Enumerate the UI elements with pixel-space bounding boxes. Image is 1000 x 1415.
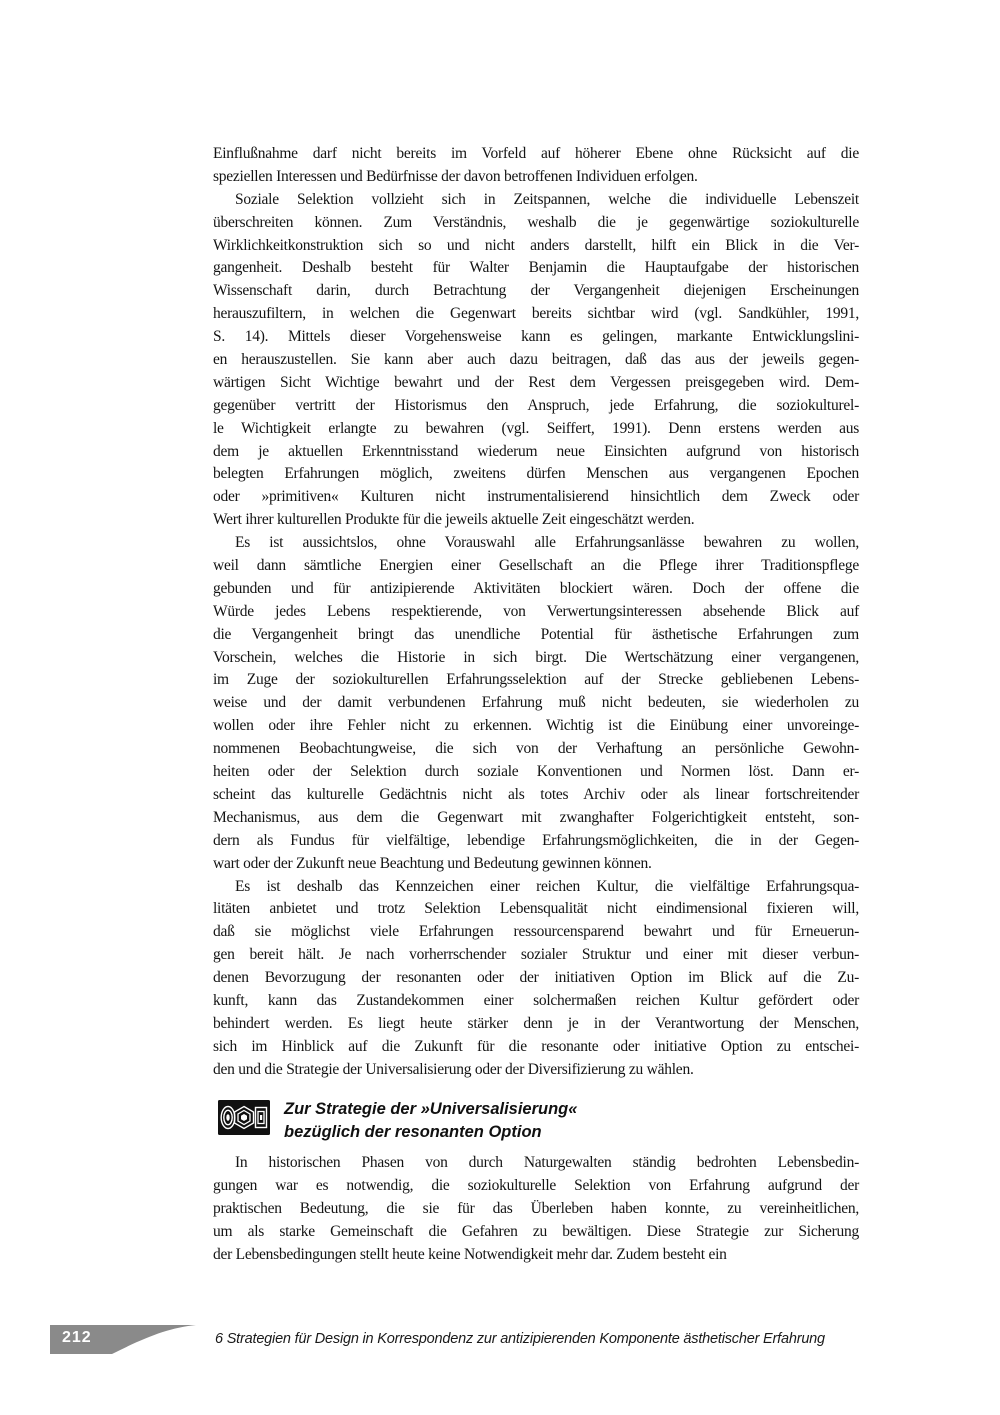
text-line: gen bereit hält. Je nach vorherrschender sozialer Struktur und einer mit dieser verbun- [213,946,859,964]
text-line: gangenheit. Deshalb besteht für Walter Benjamin die Hauptaufgabe der historischen [213,259,859,277]
body-text-after-heading [213,1152,859,1266]
text-line: der Lebensbedingungen stellt heute keine Notwendigkeit mehr dar. Zudem besteht ein [213,1245,727,1263]
text-line: Wert ihrer kulturellen Produkte für die jeweils aktuelle Zeit eingeschätzt werden. [213,511,695,529]
text-line: Mechanismus, aus dem die Gegenwart mit zwanghafter Folgerichtigkeit entsteht, son- [213,808,859,826]
section-heading-line1: Zur Strategie der »Universalisierung« [284,1100,578,1118]
text-line: heiten oder der Selektion durch soziale Konventionen und Normen löst. Dann er- [213,763,859,781]
text-line: wart oder der Zukunft neue Beachtung und Bedeutung gewinnen können. [213,854,652,872]
text-line: wärtigen Sicht Wichtige bewahrt und der Rest dem Vergessen preisgegeben wird. Dem- [213,373,859,391]
text-line: speziellen Interessen und Bedürfnisse der davon betroffenen Individuen erfolgen. [213,167,698,185]
text-line: le Wichtigkeit erlangte zu bewahren (vgl. Seiffert, 1991). Denn erstens werden aus [213,419,859,437]
paragraph [213,532,859,875]
text-line: im Zuge der soziokulturellen Erfahrungsselektion auf der Strecke gebliebenen Lebens- [213,671,859,689]
section-heading [218,1098,864,1144]
text-line: denen Bevorzugung der resonanten oder der initiativen Option im Blick auf die Zu- [213,969,859,987]
text-line: wollen oder ihre Fehler nicht zu erkennen. Wichtig ist die Einübung einer unvoreinge- [213,717,859,735]
text-line: litäten anbietet und trotz Selektion Lebensqualität nicht eindimensional fixieren will, [213,900,859,918]
text-line: die Vergangenheit bringt das unendliche Potential für ästhetische Erfahrungen zum [213,625,859,643]
text-line: herauszufiltern, in welchen die Gegenwart bereits sichtbar wird (vgl. Sandkühler, 1991, [213,305,859,323]
text-line: In historischen Phasen von durch Naturgewalten ständig bedrohten Lebensbedin- [235,1154,859,1171]
text-line: Wissenschaft darin, durch Betrachtung der Vergangenheit diejenigen Erscheinungen [213,282,859,300]
paragraph [213,189,859,532]
text-line: daß sie möglichst viele Erfahrungen ressourcensparend bewahrt und für Erneuerun- [213,923,859,941]
text-line: weil dann sämtliche Energien einer Gesellschaft an die Pflege ihrer Traditionspflege [213,557,859,575]
text-line: Vorschein, welches die Historie in sich birgt. Die Wertschätzung einer vergangenen, [213,648,859,666]
text-line: Würde jedes Lebens respektierende, von Verwertungsinteressen absehende Blick auf [213,602,859,620]
text-line: überschreiten können. Zum Verständnis, weshalb die je gegenwärtige soziokulturelle [213,213,859,231]
text-line: scheint das kulturelle Gedächtnis nicht als totes Archiv oder als linear fortschreitender [213,785,859,803]
text-line: gungen war es notwendig, die soziokulturelle Selektion von Erfahrung aufgrund der [213,1176,859,1194]
text-line: sich im Hinblick auf die Zukunft für die resonante oder initiative Option zu entschei- [213,1037,859,1055]
section-heading-line2: bezüglich der resonanten Option [284,1123,542,1141]
text-line: den und die Strategie der Universalisierung oder der Diversifizierung zu wählen. [213,1060,694,1078]
text-line: dem je aktuellen Erkenntnisstand wiederum neue Einsichten aufgrund von historisch [213,442,859,460]
paragraph [213,143,859,189]
text-line: weise und der damit verbundenen Erfahrung muß nicht bedeuten, sie wiederholen zu [213,694,859,712]
concentric-shapes-icon [218,1100,270,1135]
text-line: Es ist aussichtslos, ohne Vorauswahl alle Erfahrungsanlässe bewahren zu wollen, [235,534,859,552]
text-line: Einflußnahme darf nicht bereits im Vorfeld auf höherer Ebene ohne Rücksicht auf die [213,145,859,162]
text-line: um als starke Gemeinschaft die Gefahren zu bewältigen. Diese Strategie zur Sicherung [213,1222,859,1240]
text-line: nommenen Beobachtungweise, die sich von der Verhaftung an persönliche Gewohn- [213,740,859,758]
text-line: Es ist deshalb das Kennzeichen einer reichen Kultur, die vielfältige Erfahrungsqua- [235,877,859,895]
page-number-tab [50,1325,196,1355]
text-line: belegten Erfahrungen möglich, zweitens dürfen Menschen aus vergangenen Epochen [213,465,859,483]
text-line: Soziale Selektion vollzieht sich in Zeitspannen, welche die individuelle Lebenszeit [235,190,859,208]
body-text-before-heading [213,143,859,1082]
text-line: dern als Fundus für vielfältige, lebendige Erfahrungsmöglichkeiten, die in der Gegen- [213,831,859,849]
running-head: 6 Strategien für Design in Korrespondenz zur antizipierenden Komponente ästhetischer Erfahrung [215,1331,825,1347]
text-line: gebunden und für antizipierende Aktivitäten blockiert wären. Doch der offene die [213,579,859,597]
text-line: en herauszustellen. Sie kann aber auch dazu beitragen, daß das aus der jeweils gegen- [213,351,859,369]
page-footer [0,1322,1000,1362]
text-line: Wirklichkeitkonstruktion sich so und nicht anders darstellt, hilft ein Blick in die Ver- [213,236,859,254]
page-number: 212 [62,1329,92,1346]
text-line: S. 14). Mittels dieser Vorgehensweise kann es gelingen, markante Entwicklungslini- [213,328,859,346]
text-line: oder »primitiven« Kulturen nicht instrumentalisierend hinsichtlich dem Zweck oder [213,488,859,506]
text-line: kunft, kann das Zustandekommen einer solchermaßen reichen Kultur gefördert oder [213,991,859,1009]
text-line: gegenüber vertritt der Historismus den Anspruch, jede Erfahrung, die soziokulturel- [213,396,859,414]
text-line: behindert werden. Es liegt heute stärker denn je in der Verantwortung der Menschen, [213,1014,859,1032]
text-line: praktischen Bedeutung, die sie für das Überleben haben konnte, zu vereinheitlichen, [213,1199,859,1217]
paragraph [213,1152,859,1266]
paragraph [213,876,859,1082]
section-heading-text [284,1098,577,1144]
